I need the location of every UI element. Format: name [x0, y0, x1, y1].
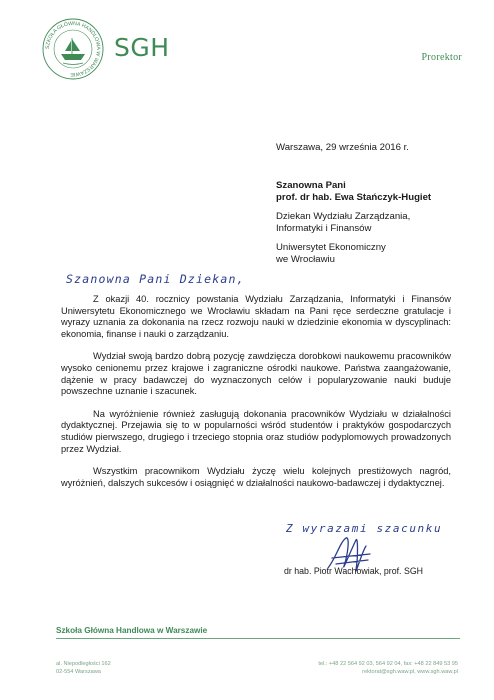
footer-contact	[318, 660, 458, 676]
footer-school-name: Szkoła Główna Handlowa w Warszawie	[56, 626, 208, 635]
body-paragraph: Wszystkim pracownikom Wydziału życzę wielu kolejnych prestiżowych nagród, wyróżnień, dalszych sukcesów i osiągnięć w działalności naukowo-badawczej i dydaktycznej.	[61, 466, 451, 488]
contact-line: tel.: +48 22 564 92 03, 564 92 04, fax: +48 22 849 53 95	[318, 661, 458, 667]
body-paragraph: Z okazji 40. rocznicy powstania Wydziału Zarządzania, Informatyki i Finansów Uniwersytetu Ekonomicznego we Wrocławiu składam na Pani ręce serdeczne gratulacje i wyrazy uznania za dokonania na rzecz rozwoju nauki w dziedzinie ekonomia w dyscyplinach: ekonomia, finanse i nauki o zarządzaniu.	[61, 294, 451, 339]
body-paragraph: Na wyróżnienie również zasługują dokonania pracowników Wydziału w działalności dydaktycznej. Przejawia się to w popularności wśród studentów i praktyków gospodarczych studiów pierwszego, drugiego i trzeciego stopnia oraz studiów podyplomowych prowadzonych przez Wydział.	[61, 408, 451, 454]
sender-role: Prorektor	[421, 52, 462, 63]
letter-body	[61, 294, 451, 500]
handwritten-salutation: Szanowna Pani Dziekan,	[66, 272, 245, 286]
recipient-position: Informatyki i Finansów	[276, 222, 372, 234]
recipient-greeting: Szanowna Pani	[276, 180, 346, 191]
sgh-seal-logo	[42, 18, 104, 80]
contact-line: rektorat@sgh.waw.pl, www.sgh.waw.pl	[362, 669, 458, 675]
recipient-institution: we Wrocławiu	[276, 253, 336, 265]
recipient-block	[276, 180, 431, 265]
footer-address	[56, 660, 111, 676]
recipient-institution: Uniwersytet Ekonomiczny	[276, 242, 386, 253]
body-paragraph: Wydział swoją bardzo dobrą pozycję zawdzięcza dorobkowi naukowemu pracowników wysoko cenionemu przez krajowe i zagraniczne ośrodki naukowe. Państwa zaangażowanie, dążenie w pracy badawczej do wyznaczonych celów i popularyzowanie nauki buduje powszechne uznanie i szacunek.	[61, 351, 451, 397]
recipient-position: Dziekan Wydziału Zarządzania,	[276, 211, 411, 222]
letter-date: Warszawa, 29 września 2016 r.	[276, 142, 409, 153]
address-line: 02-554 Warszawa	[56, 669, 101, 675]
handwritten-closing: Z wyrazami szacunku	[286, 522, 443, 535]
address-line: al. Niepodległości 162	[56, 661, 111, 667]
seal-text: SZKOŁA GŁÓWNA HANDLOWA W WARSZAWIE	[44, 20, 102, 78]
brand-name: SGH	[114, 33, 170, 62]
footer-divider	[56, 638, 460, 639]
signer-name: dr hab. Piotr Wachowiak, prof. SGH	[284, 566, 424, 576]
recipient-name: prof. dr hab. Ewa Stańczyk-Hugiet	[276, 191, 432, 203]
